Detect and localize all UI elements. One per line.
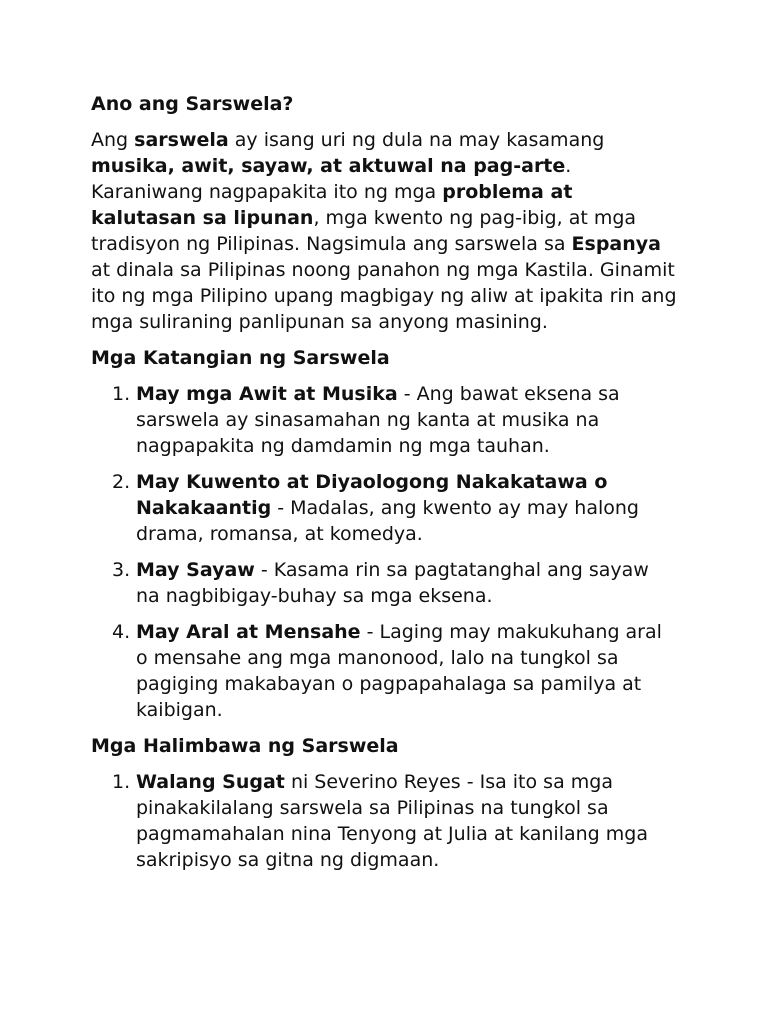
halimbawa-item — [91, 769, 678, 873]
list-item-text: - Ang bawat eksena sa sarswela ay sinasamahan ng kanta at musika na nagpapakita ng damdamin ng mga tauhan. — [136, 383, 620, 457]
list-number: 2. — [112, 471, 131, 493]
list-item-title: May mga Awit at Musika — [136, 383, 398, 405]
heading-halimbawa: Mga Halimbawa ng Sarswela — [91, 735, 399, 757]
intro-text: at dinala sa Pilipinas noong panahon ng mga Kastila. Ginamit ito ng mga Pilipino upang magbigay ng aliw at ipakita rin ang mga suliraning panlipunan sa anyong masining. — [91, 259, 677, 333]
list-item-text: ni Severino Reyes - Isa ito sa mga pinakakilalang sarswela sa Pilipinas na tungkol sa pagmamahalan nina Tenyong at Julia at kanilang mga sakripisyo sa gitna ng digmaan. — [136, 771, 648, 871]
heading-katangian: Mga Katangian ng Sarswela — [91, 347, 390, 369]
list-item-title: Walang Sugat — [136, 771, 285, 793]
intro-bold-text: sarswela — [134, 129, 229, 151]
katangian-item — [91, 557, 678, 609]
list-item-text: - Laging may makukuhang aral o mensahe ang mga manonood, lalo na tungkol sa pagiging makabayan o pagpapahalaga sa pamilya at kaibigan. — [136, 621, 662, 721]
list-number: 1. — [112, 383, 131, 405]
list-number: 4. — [112, 621, 131, 643]
intro-text: , mga kwento ng pag-ibig, at mga tradisyon ng Pilipinas. Nagsimula ang sarswela sa — [91, 207, 637, 255]
heading-ano-ang-sarswela: Ano ang Sarswela? — [91, 93, 294, 115]
list-item-text: - Kasama rin sa pagtatanghal ang sayaw na nagbibigay-buhay sa mga eksena. — [136, 559, 649, 607]
intro-text: ay isang uri ng dula na may kasamang — [228, 129, 605, 151]
intro-text: . Karaniwang nagpapakita ito ng mga — [91, 155, 572, 203]
list-number: 3. — [112, 559, 131, 581]
intro-text: Ang — [91, 129, 135, 151]
intro-bold-text: musika, awit, sayaw, at aktuwal na pag-arte — [91, 155, 566, 177]
halimbawa-list — [91, 769, 678, 873]
list-number: 1. — [112, 771, 131, 793]
intro-bold-text: Espanya — [571, 233, 661, 255]
list-item-title: May Aral at Mensahe — [136, 621, 361, 643]
katangian-list — [91, 381, 678, 723]
intro-bold-text: problema at kalutasan sa lipunan — [91, 181, 573, 229]
katangian-item — [91, 469, 678, 547]
list-item-title: May Kuwento at Diyaologong Nakakatawa o Nakakaantig — [136, 471, 608, 519]
list-item-text: - Madalas, ang kwento ay may halong drama, romansa, at komedya. — [136, 497, 639, 545]
katangian-item — [91, 619, 678, 723]
katangian-item — [91, 381, 678, 459]
list-item-title: May Sayaw — [136, 559, 255, 581]
intro-paragraph — [91, 127, 678, 335]
